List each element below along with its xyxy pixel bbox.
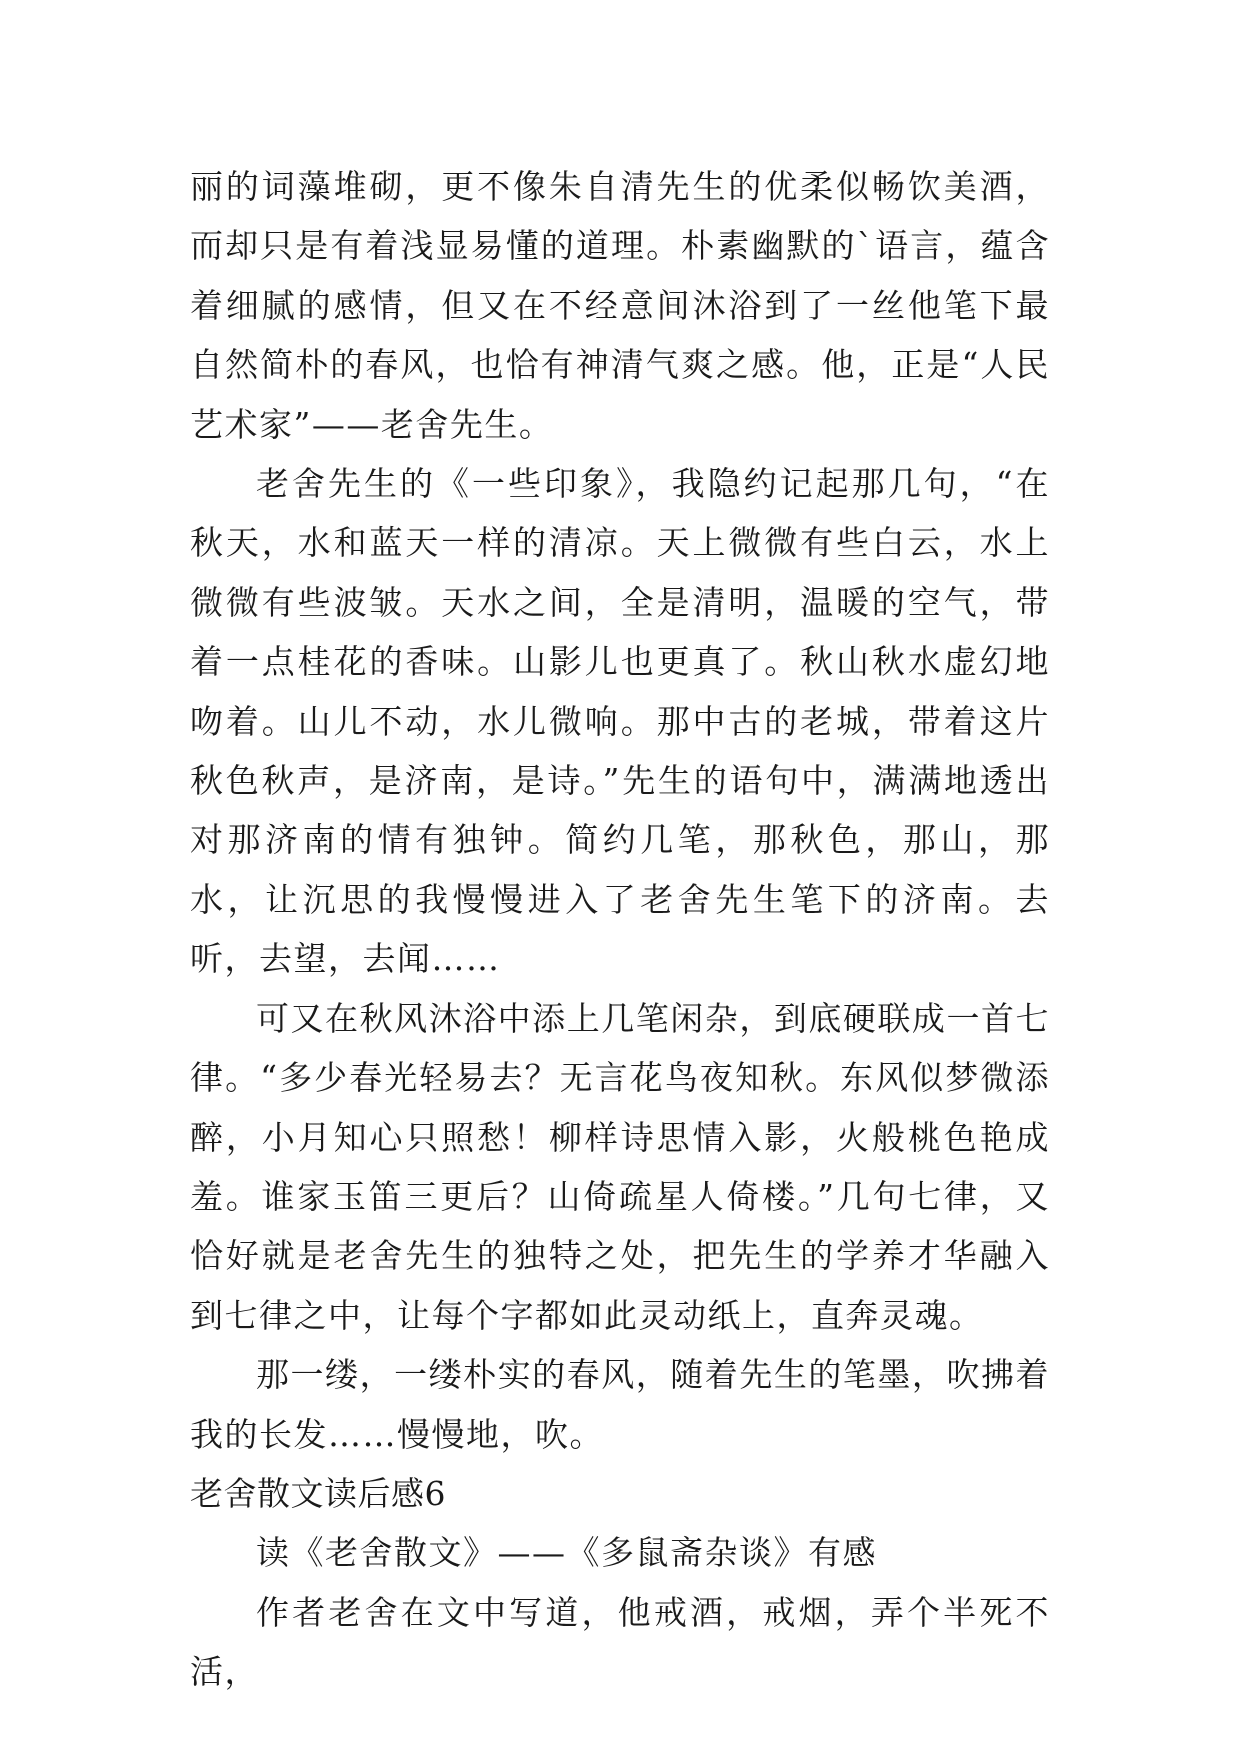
paragraph-continuation: 丽的词藻堆砌，更不像朱自清先生的优柔似畅饮美酒，而却只是有着浅显易懂的道理。朴素幽默的`语言，蕴含着细腻的感情，但又在不经意间沐浴到了一丝他笔下最自然简朴的春风，也恰有神清气爽之感。他，正是“人民艺术家”——老舍先生。 (190, 167, 1050, 444)
section-heading: 老舍散文读后感6 (190, 1473, 446, 1513)
paragraph-impressions: 老舍先生的《一些印象》，我隐约记起那几句，“在秋天，水和蓝天一样的清凉。天上微微有些白云，水上微微有些波皱。天水之间，全是清明，温暖的空气，带着一点桂花的香味。山影儿也更真了。秋山秋水虚幻地吻着。山儿不动，水儿微响。那中古的老城，带着这片秋色秋声，是济南，是诗。”先生的语句中，满满地透出对那济南的情有独钟。简约几笔，那秋色，那山，那水，让沉思的我慢慢进入了老舍先生笔下的济南。去听，去望，去闻…… (190, 464, 1050, 979)
paragraph-poem: 可又在秋风沐浴中添上几笔闲杂，到底硬联成一首七律。“多少春光轻易去？无言花鸟夜知秋。东风似梦微添醉，小月知心只照愁！柳样诗思情入影，火般桃色艳成羞。谁家玉笛三更后？山倚疏星人倚楼。”几句七律，又恰好就是老舍先生的独特之处，把先生的学养才华融入到七律之中，让每个字都如此灵动纸上，直奔灵魂。 (190, 998, 1050, 1335)
paragraph-spring-breeze: 那一缕，一缕朴实的春风，随着先生的笔墨，吹拂着我的长发……慢慢地，吹。 (190, 1355, 1050, 1454)
section-subtitle: 读《老舍散文》——《多鼠斋杂谈》有感 (256, 1533, 877, 1573)
paragraph-opening: 作者老舍在文中写道，他戒酒，戒烟，弄个半死不活， (190, 1592, 1050, 1692)
document-body (190, 157, 1050, 1702)
